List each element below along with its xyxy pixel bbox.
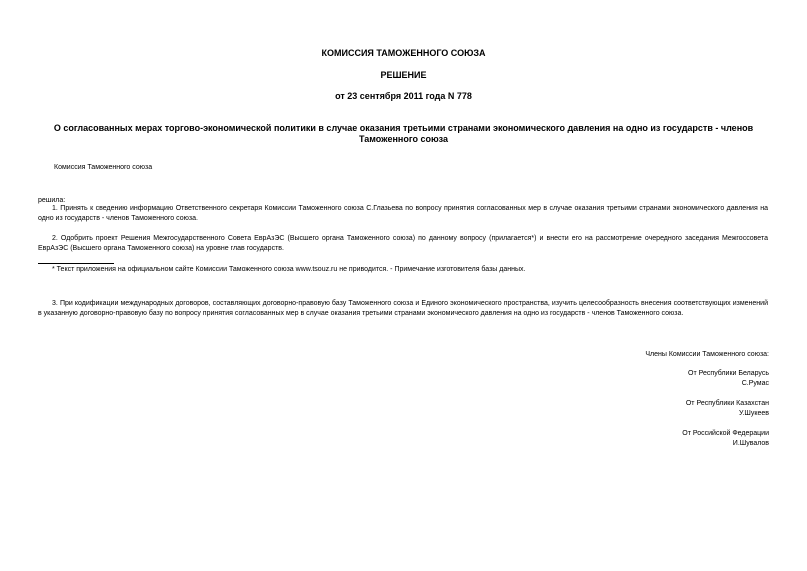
issuer: Комиссия Таможенного союза	[54, 164, 153, 171]
org-title: КОМИССИЯ ТАМОЖЕННОГО СОЮЗА	[321, 48, 486, 58]
signature-country: От Российской Федерации	[682, 430, 769, 437]
signature-country: От Республики Казахстан	[685, 400, 769, 407]
resolved-label: решила:	[38, 197, 66, 204]
footnote: * Текст приложения на официальном сайте Комиссии Таможенного союза www.tsouz.ru не приводится. - Примечание изготовителя базы данных.	[52, 266, 526, 273]
paragraph-3: 3. При кодификации международных договоров, составляющих договорно-правовую базу Таможенного союза и Единого экономического пространства, изучить целесообразность внесения соответствующих изменений в указанную договорно-правовую базу по вопросу принятия согласованных мер в случае оказания третьими странами экономического давления на одно из государств - членов Таможенного союза.	[38, 300, 768, 317]
paragraph-2: 2. Одобрить проект Решения Межгосударственного Совета ЕврАзЭС (Высшего органа Таможенного союза) по данному вопросу (прилагается*) и внести его на рассмотрение очередного заседания Межгоссовета ЕврАзЭС (Высшего органа Таможенного союза) на уровне глав государств.	[38, 235, 768, 252]
doc-type: РЕШЕНИЕ	[380, 70, 427, 80]
signature-kazakhstan	[686, 399, 769, 419]
footnote-divider	[38, 263, 114, 264]
signature-russia	[682, 429, 769, 449]
signatures-heading: Члены Комиссии Таможенного союза:	[645, 351, 769, 358]
paragraph-1: 1. Принять к сведению информацию Ответственного секретаря Комиссии Таможенного союза С.Глазьева по вопросу принятия согласованных мер в случае оказания третьими странами экономического давления на одно из государств - членов Таможенного союза.	[38, 205, 768, 222]
signature-belarus	[688, 369, 769, 389]
signature-person: И.Шувалов	[732, 440, 769, 447]
signature-country: От Республики Беларусь	[688, 370, 769, 377]
signature-person: С.Румас	[741, 380, 769, 387]
signature-person: У.Шукеев	[738, 410, 769, 417]
doc-date: от 23 сентября 2011 года N 778	[335, 91, 472, 101]
doc-subject: О согласованных мерах торгово-экономической политики в случае оказания третьими странами экономического давления на одно из государств - членов Таможенного союза	[53, 123, 754, 144]
